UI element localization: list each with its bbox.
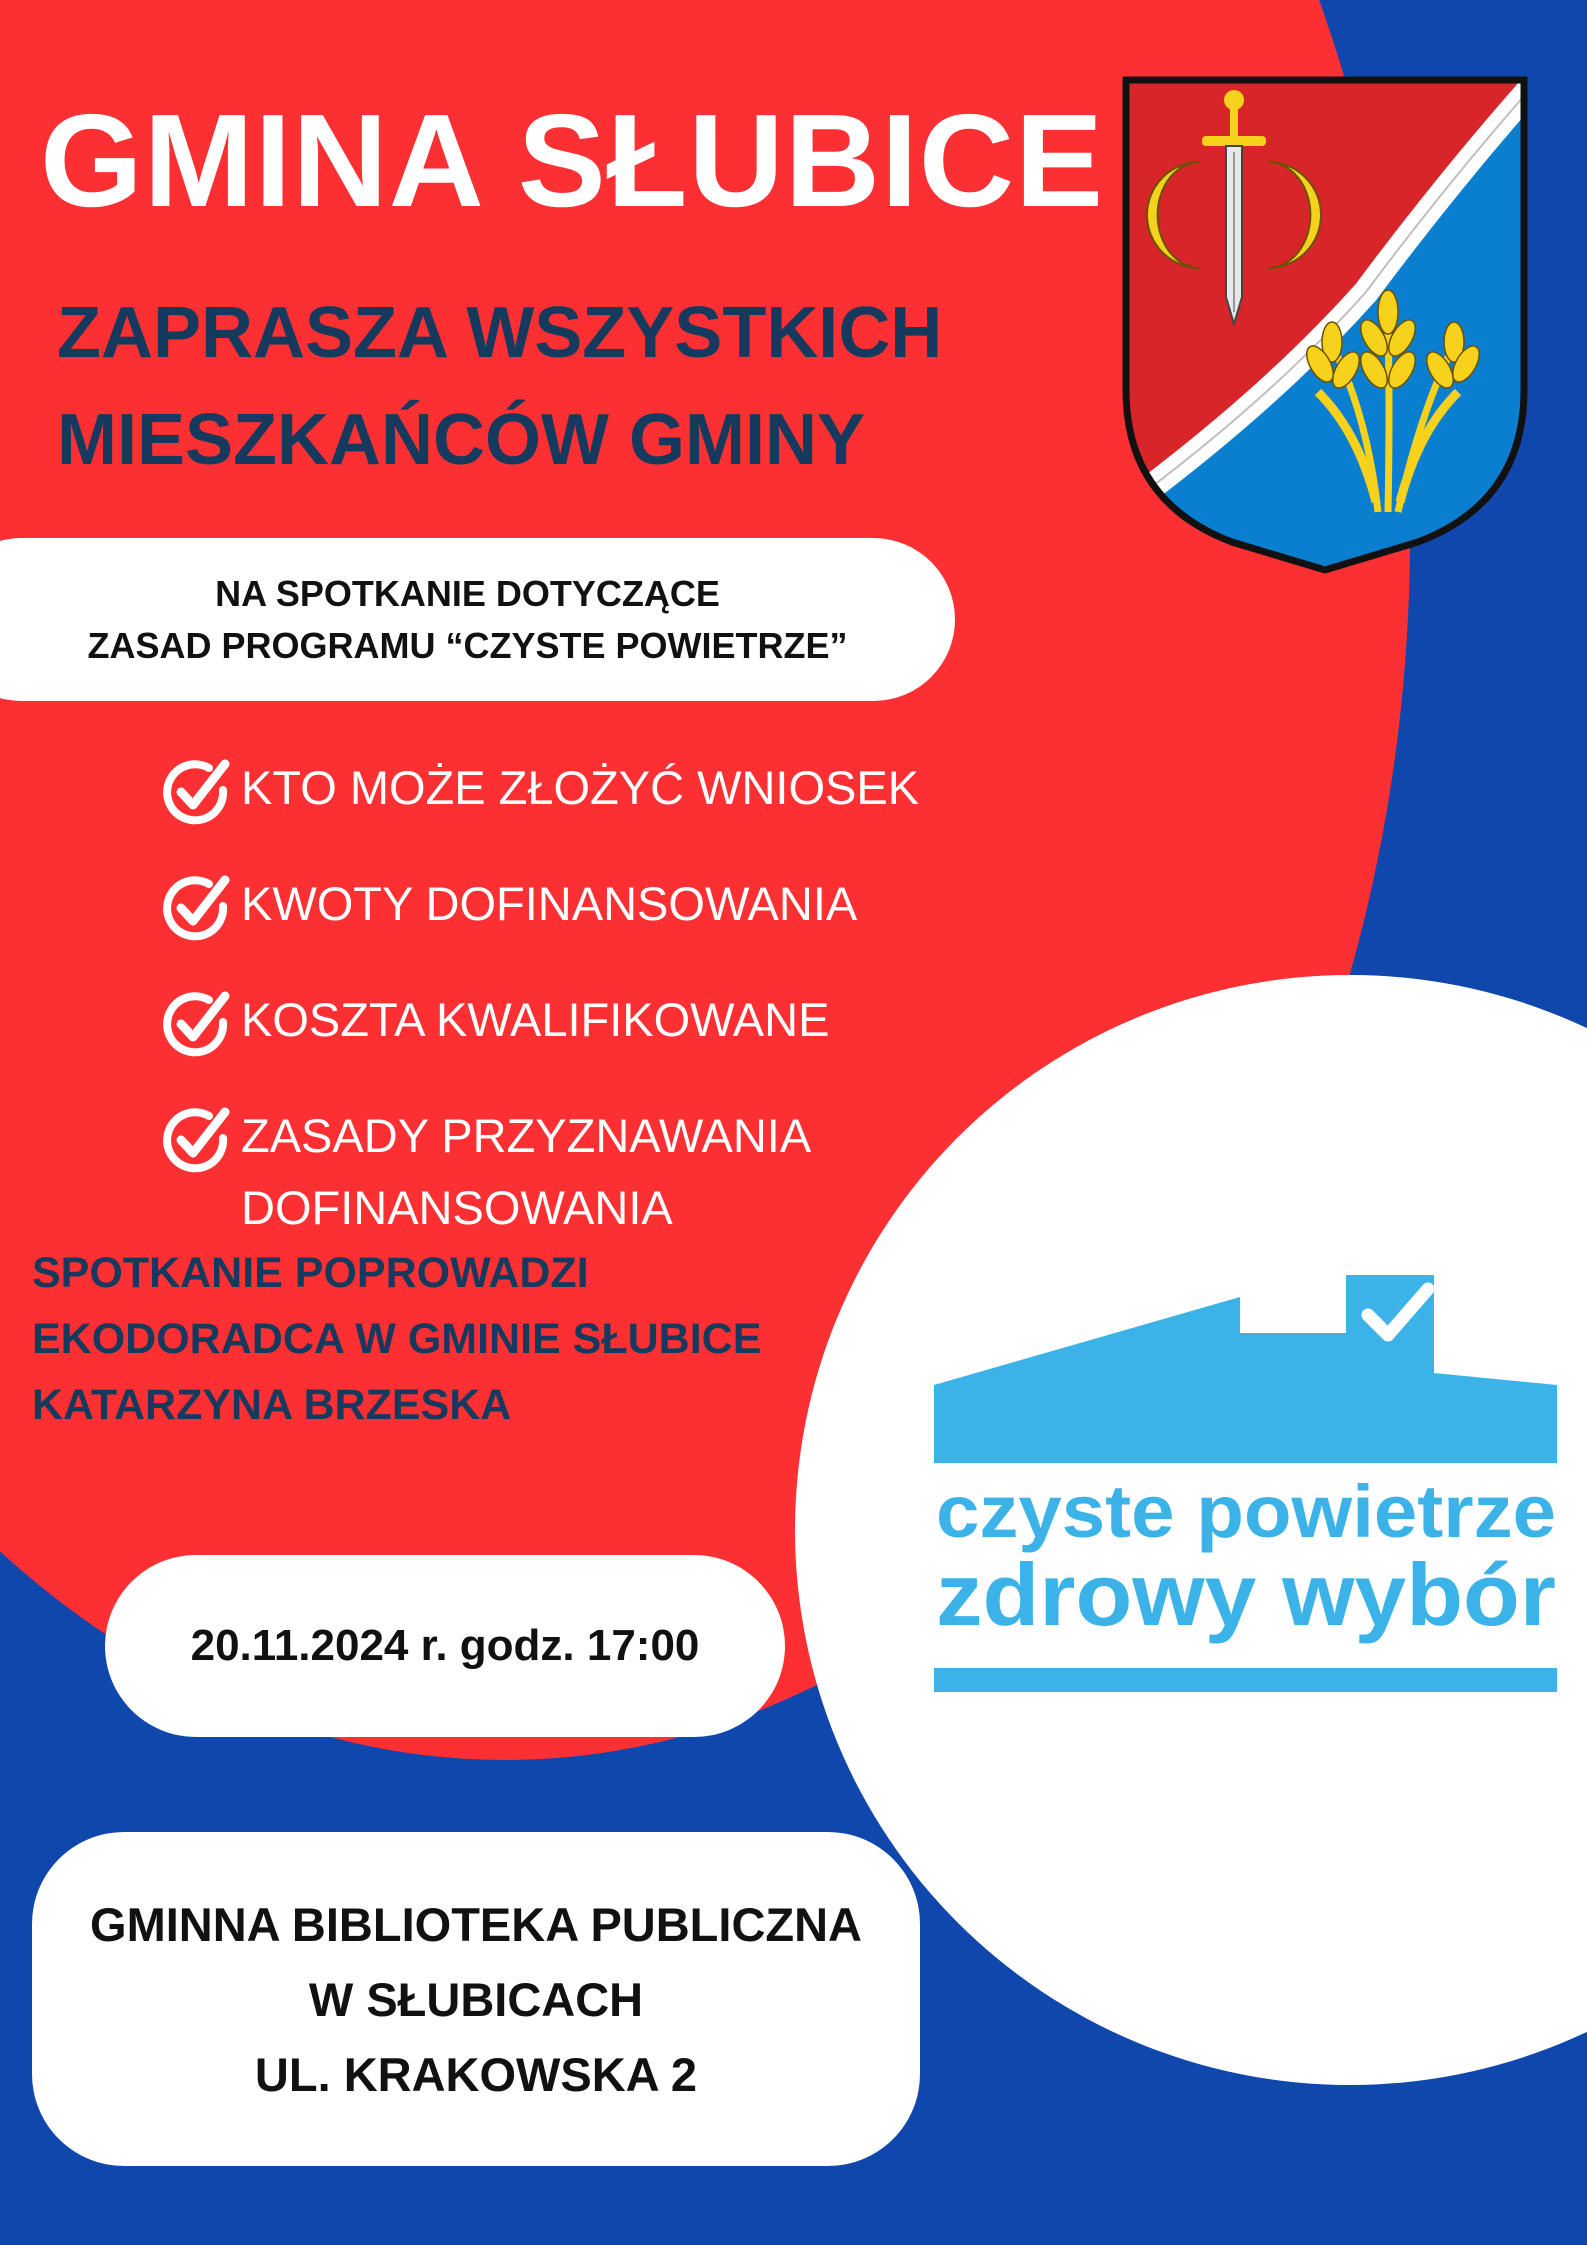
logo-underline — [934, 1668, 1557, 1692]
meeting-topic-line: NA SPOTKANIE DOTYCZĄCE — [215, 572, 720, 614]
venue-box — [32, 1832, 920, 2166]
event-datetime: 20.11.2024 r. godz. 17:00 — [190, 1621, 700, 1670]
list-item-line: KOSZTA KWALIFIKOWANE — [241, 993, 830, 1046]
coat-of-arms-icon — [1118, 72, 1532, 577]
list-item — [155, 750, 919, 830]
host-line: SPOTKANIE POPROWADZI — [32, 1249, 589, 1297]
list-item-line: ZASADY PRZYZNAWANIA — [241, 1109, 812, 1162]
invitation-subtitle — [57, 280, 942, 494]
agenda-checklist — [155, 750, 919, 1280]
page-title: GMINA SŁUBICE — [40, 87, 1105, 234]
check-circle-icon — [155, 866, 235, 946]
list-item-line: DOFINANSOWANIA — [241, 1181, 673, 1234]
list-item-text — [241, 1098, 811, 1244]
venue-line: GMINNA BIBLIOTEKA PUBLICZNA — [90, 1897, 862, 1951]
list-item-text — [241, 982, 829, 1056]
host-info — [32, 1240, 761, 1438]
meeting-topic-line: ZASAD PROGRAMU “CZYSTE POWIETRZE” — [87, 624, 848, 666]
check-circle-icon — [155, 982, 235, 1062]
venue-line: UL. KRAKOWSKA 2 — [254, 2047, 698, 2101]
check-circle-icon — [155, 750, 235, 830]
list-item — [155, 1098, 919, 1244]
check-circle-icon — [155, 1098, 235, 1178]
czyste-powietrze-logo — [934, 1275, 1557, 1697]
logo-line1: czyste powietrze — [936, 1470, 1556, 1553]
host-line: EKODORADCA W GMINIE SŁUBICE — [32, 1315, 762, 1363]
host-line: KATARZYNA BRZESKA — [32, 1381, 512, 1429]
subtitle-line: ZAPRASZA WSZYSTKICH — [57, 293, 943, 373]
list-item — [155, 982, 919, 1062]
list-item-text — [241, 750, 919, 824]
logo-line2: zdrowy wybór — [936, 1545, 1556, 1644]
venue-line: W SŁUBICACH — [308, 1972, 644, 2026]
list-item-text — [241, 866, 857, 940]
house-roof-shape — [934, 1275, 1557, 1463]
list-item — [155, 866, 919, 946]
meeting-topic-box — [0, 538, 955, 701]
list-item-line: KTO MOŻE ZŁOŻYĆ WNIOSEK — [241, 761, 920, 814]
event-datetime-box — [105, 1555, 785, 1737]
subtitle-line: MIESZKAŃCÓW GMINY — [57, 400, 865, 480]
list-item-line: KWOTY DOFINANSOWANIA — [241, 877, 858, 930]
